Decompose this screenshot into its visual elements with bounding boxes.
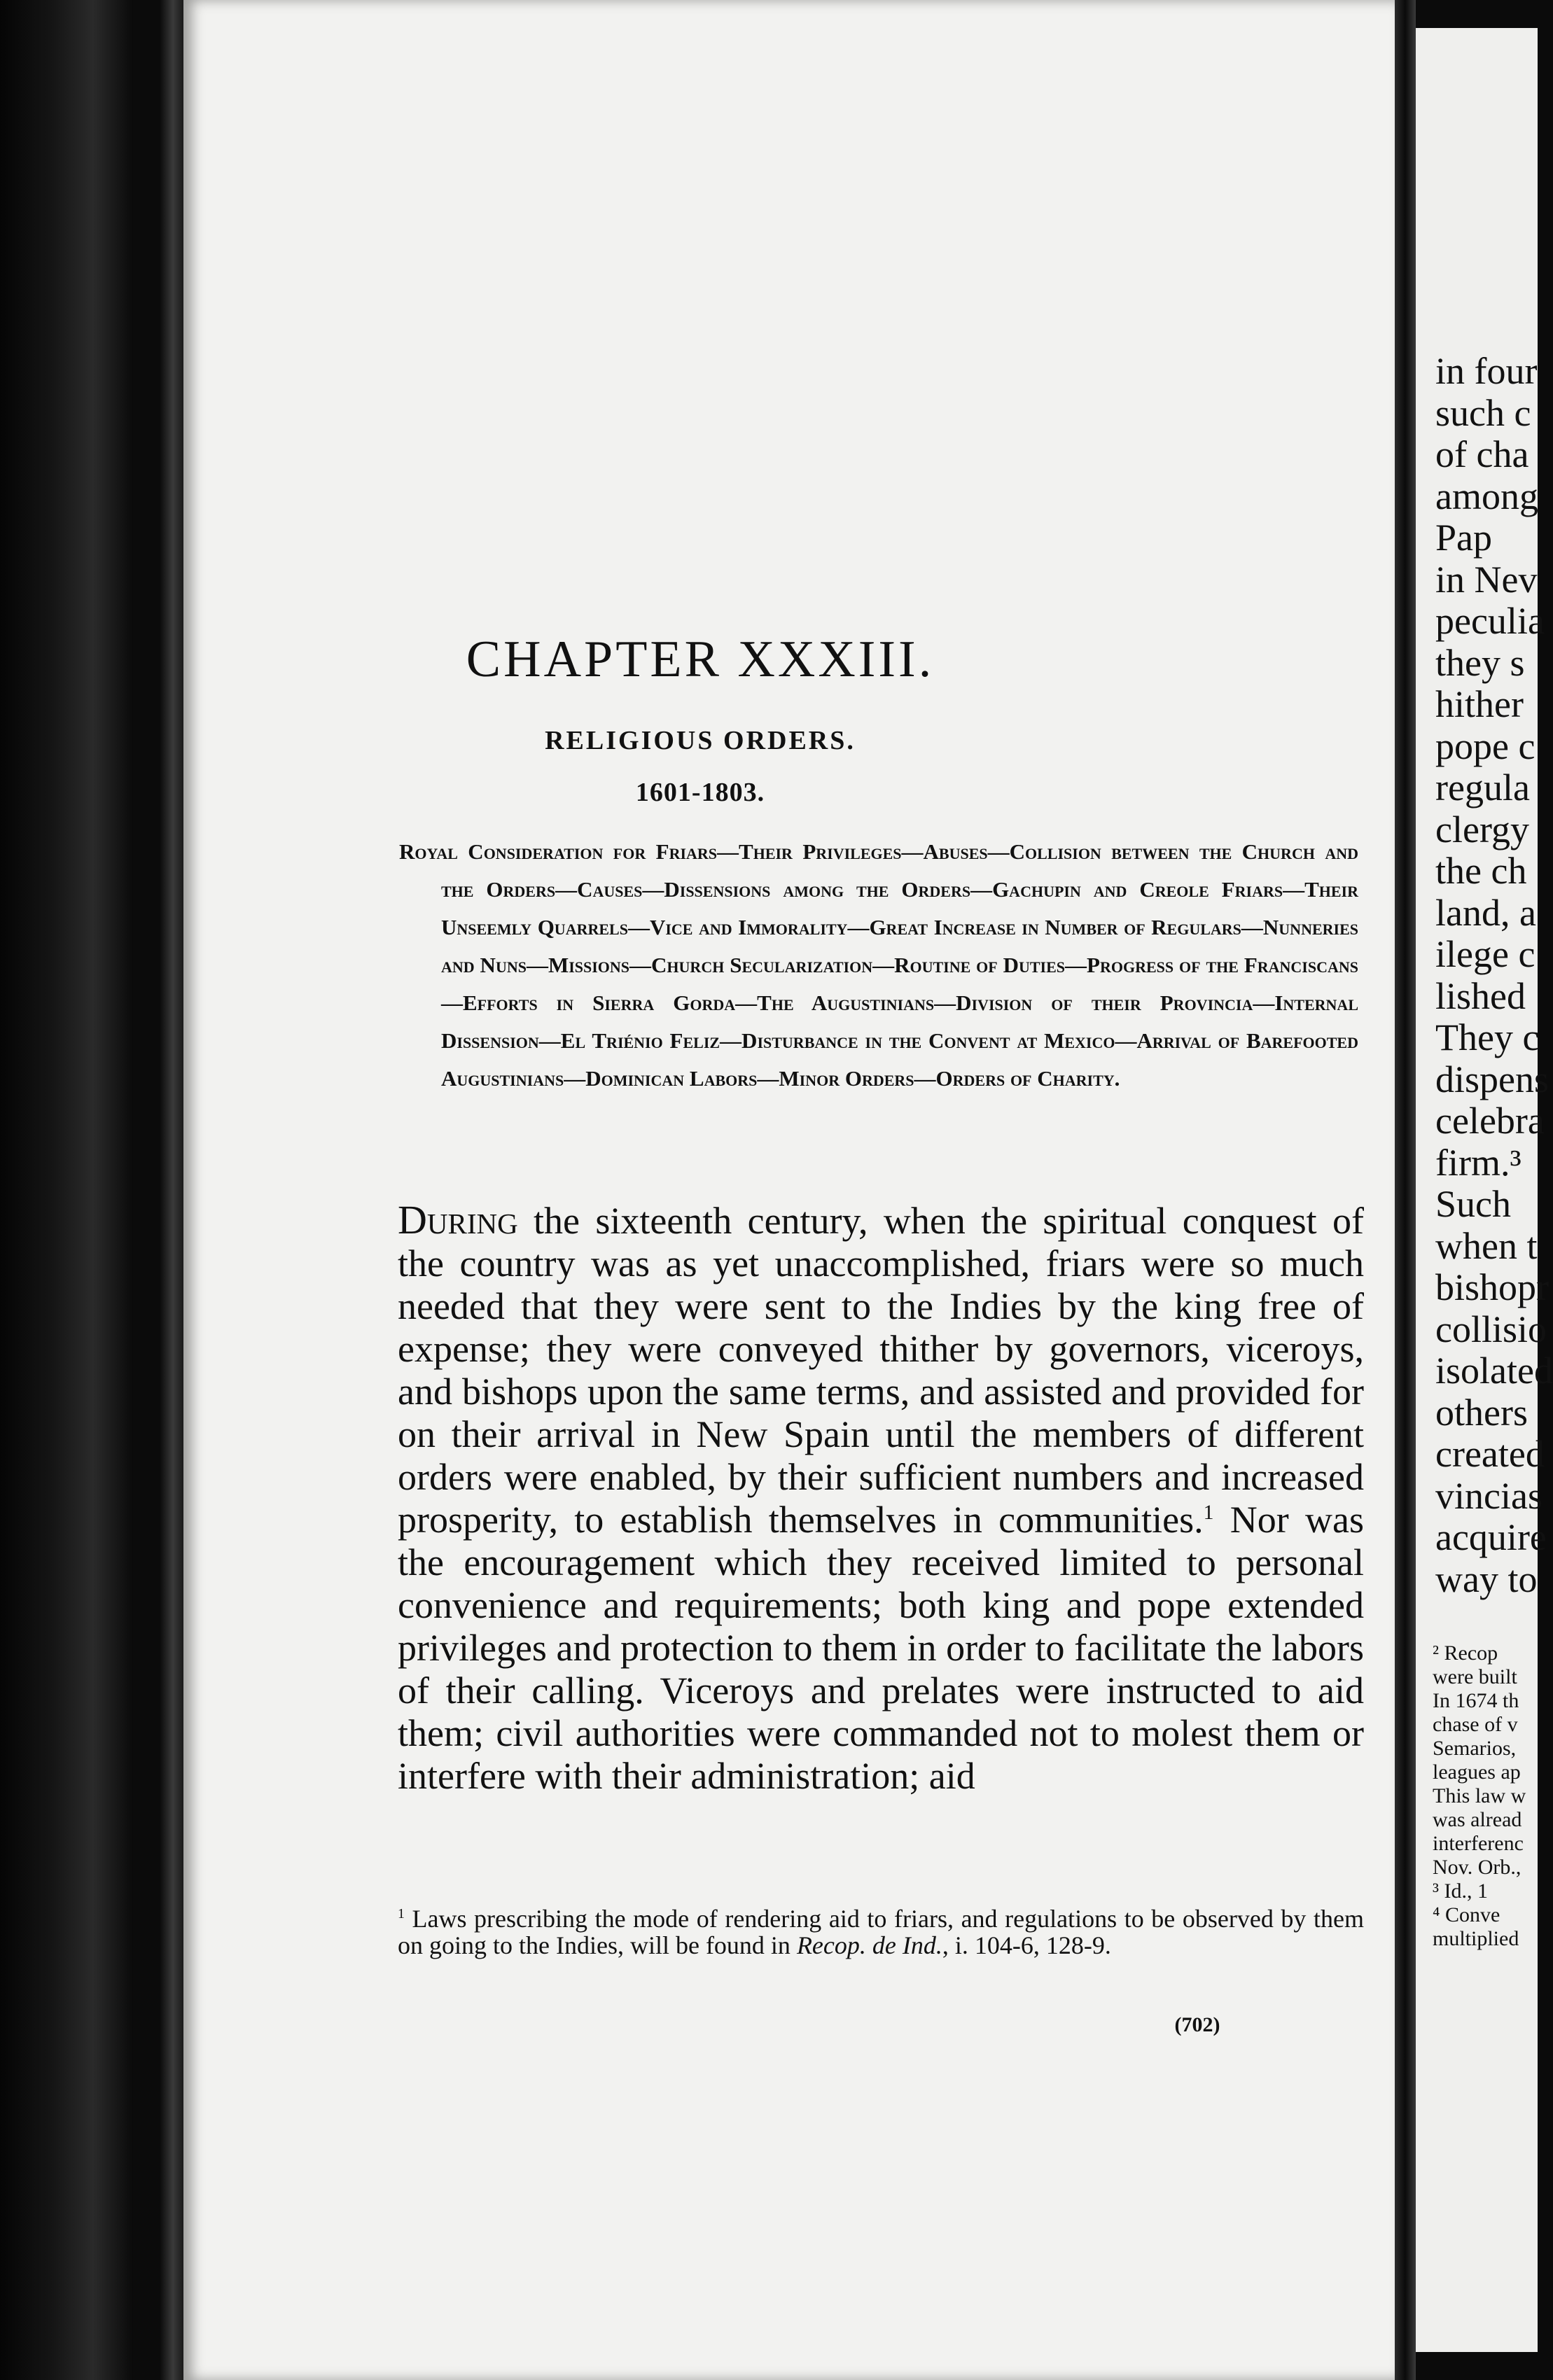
right-page-line: pope c xyxy=(1435,724,1535,767)
right-page-line: bishopr xyxy=(1435,1266,1549,1308)
right-page-line: the ch xyxy=(1435,850,1527,892)
right-page-line: hither xyxy=(1435,683,1524,725)
chapter-title: CHAPTER XXXIII. xyxy=(466,631,935,688)
right-page-line: dispens xyxy=(1435,1058,1549,1100)
right-page-line: firm.³ xyxy=(1435,1141,1521,1184)
right-page-line: peculia xyxy=(1435,600,1545,642)
right-page-note-line: In 1674 th xyxy=(1433,1689,1519,1712)
right-page-line: isolated xyxy=(1435,1350,1553,1392)
right-page-line: collisio xyxy=(1435,1308,1547,1350)
right-page-note-line: chase of v xyxy=(1433,1713,1518,1736)
page-gutter xyxy=(1395,0,1416,2380)
right-page-line: created xyxy=(1435,1433,1545,1475)
book-page-right xyxy=(1416,28,1553,2352)
footnote-text-part1: Laws prescribing the mode of rendering aid to friars, and regulations to be observed by them on going to the Indies, will be found in xyxy=(398,1905,1364,1959)
chapter-synopsis: Royal Consideration for Friars—Their Privileges—Abuses—Collision between the Church and the Orders—Causes—Dissensions among the Orders—Gachupin and Creole Friars—Their Unseemly Quarrels—Vice and Immorality—Great Increase in Number of Regulars—Nunneries and Nuns—Missions—Church Secularization—Routine of Duties—Progress of the Franciscans—Efforts in Sierra Gorda—The Augustinians—Division of their Provincia—Internal Dissension—El Triénio Feliz—Disturbance in the Convent at Mexico—Arrival of Barefooted Augustinians—Dominican Labors—Minor Orders—Orders of Charity. xyxy=(399,839,1358,1091)
right-page-line: lished xyxy=(1435,974,1526,1017)
right-page-line: ilege c xyxy=(1435,933,1535,975)
right-page-line: Such xyxy=(1435,1183,1511,1225)
binding-edge xyxy=(0,0,133,2380)
right-page-note-line: interferenc xyxy=(1433,1832,1524,1855)
chapter-subtitle: RELIGIOUS ORDERS. xyxy=(545,726,856,755)
right-page-line: way to xyxy=(1435,1558,1538,1600)
right-page-line: in Nev xyxy=(1435,558,1538,601)
right-page-line: land, a xyxy=(1435,891,1536,934)
footnote-text-part2: , i. 104-6, 128-9. xyxy=(942,1931,1111,1959)
footnote-citation: Recop. de Ind. xyxy=(796,1931,942,1959)
right-page-note-line: ³ Id., 1 xyxy=(1433,1879,1488,1903)
right-page-line: acquire xyxy=(1435,1516,1547,1558)
right-page-line: They c xyxy=(1435,1016,1540,1058)
right-page-line: clergy xyxy=(1435,808,1529,850)
right-page-note-line: were built xyxy=(1433,1665,1517,1688)
right-page-line: in four xyxy=(1435,350,1538,392)
right-page-line: celebra xyxy=(1435,1100,1545,1142)
right-page-note-line: ⁴ Conve xyxy=(1433,1903,1500,1926)
page-number: (702) xyxy=(1174,2013,1220,2036)
lead-word: During xyxy=(398,1197,518,1242)
right-page-line: such c xyxy=(1435,391,1531,434)
page-edge-strip xyxy=(160,0,186,2380)
right-page-note-line: Semarios, xyxy=(1433,1737,1517,1760)
right-page-line: among xyxy=(1435,475,1538,517)
right-page-note-line: was alread xyxy=(1433,1808,1522,1831)
right-page-line: regula xyxy=(1435,766,1530,808)
right-page-line: others xyxy=(1435,1391,1528,1434)
right-page-note-line: Nov. Orb., xyxy=(1433,1856,1521,1879)
right-page-line: they s xyxy=(1435,641,1525,684)
footnote-marker: 1 xyxy=(398,1906,405,1921)
right-page-note-line: leagues ap xyxy=(1433,1760,1521,1784)
body-text-part1: the sixteenth century, when the spiritual conquest of the country was as yet unaccomplished, friars were so much needed that they were sent to the Indies by the king free of expense; they were conveyed thither by governors, viceroys, and bishops upon the same terms, and assisted and provided for on their arrival in New Spain until the members of different orders were enabled, by their sufficient numbers and increased prosperity, to establish themselves in communities. xyxy=(398,1200,1364,1541)
right-page-note-line: ² Recop xyxy=(1433,1642,1498,1665)
body-text-part2: Nor was the encouragement which they received limited to personal convenience and requirements; both king and pope extended privileges and protection to them in order to facilitate the labors of their calling. Viceroys and prelates were instructed to aid them; civil authorities were commanded not to molest them or interfere with their administration; aid xyxy=(398,1499,1364,1797)
chapter-dates: 1601-1803. xyxy=(635,778,765,807)
right-page-note-line: multiplied xyxy=(1433,1927,1519,1950)
right-page-line: vincias xyxy=(1435,1474,1542,1517)
right-page-line: when t xyxy=(1435,1224,1538,1267)
body-paragraph xyxy=(398,1198,1364,1798)
footnote xyxy=(398,1905,1364,1959)
right-page-line: Pap xyxy=(1435,517,1492,559)
right-page-note-line: This law w xyxy=(1433,1784,1526,1807)
footnote-reference: 1 xyxy=(1203,1502,1214,1524)
right-page-line: of cha xyxy=(1435,433,1529,475)
